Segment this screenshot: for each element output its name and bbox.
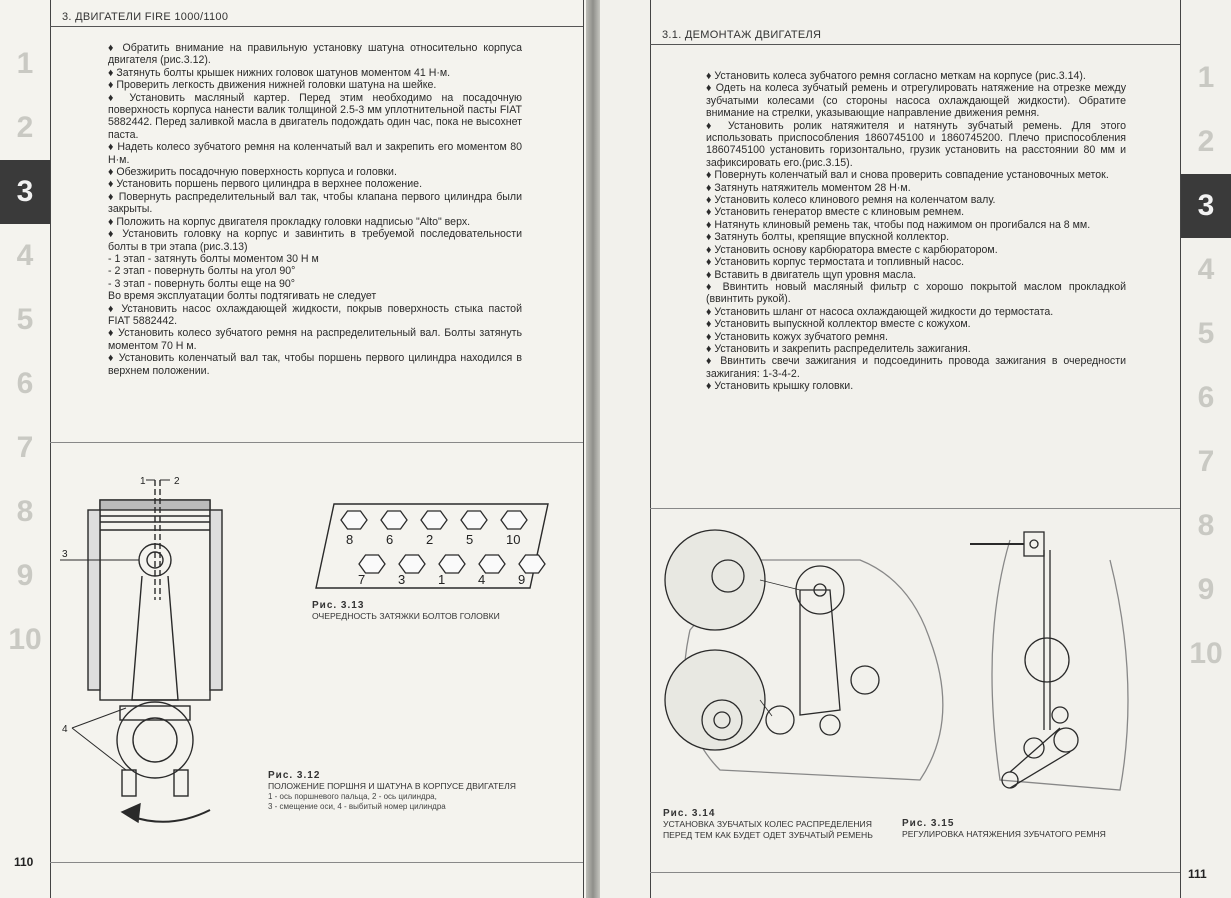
paragraph: Во время эксплуатации болты подтягивать не следует	[108, 290, 377, 303]
paragraph: ♦ Проверить легкость движения нижней головки шатуна на шейке.	[108, 79, 437, 92]
bolt-order-label: 5	[466, 532, 474, 547]
left-body-text	[108, 42, 522, 377]
chapter-tab-2: 2	[16, 111, 34, 144]
paragraph: ♦ Одеть на колеса зубчатый ремень и отрегулировать натяжение на отрезке между зубчатыми колесами (со стороны насоса охлаждающей жидкости). Обратите внимание на стрелки, указывающие направление движения ремня.	[706, 82, 1126, 120]
bolt-head-icon	[341, 511, 367, 529]
piston-rod-illustration	[60, 470, 290, 830]
bolt-order-label: 4	[478, 572, 486, 587]
figure-3-15-number: Рис. 3.15	[902, 818, 955, 829]
paragraph: ♦ Установить крышку головки.	[706, 380, 854, 393]
chapter-tab-3-active: 3	[1181, 174, 1231, 238]
paragraph: ♦ Установить основу карбюратора вместе с карбюратором.	[706, 243, 998, 256]
bolt-order-label: 2	[426, 532, 434, 547]
figure-3-14-title: УСТАНОВКА ЗУБЧАТЫХ КОЛЕС РАСПРЕДЕЛЕНИЯ ПЕРЕД ТЕМ КАК БУДЕТ ОДЕТ ЗУБЧАТЫЙ РЕМЕНЬ	[663, 819, 873, 840]
paragraph: ♦ Затянуть болты крышек нижних головок шатунов моментом 41 Н·м.	[108, 66, 451, 79]
chapter-tab-3-active: 3	[0, 160, 50, 224]
paragraph: ♦ Ввинтить новый масляный фильтр с хорошо покрытой маслом прокладкой (ввинтить рукой).	[706, 280, 1126, 306]
paragraph: ♦ Установить корпус термостата и топливный насос.	[706, 256, 965, 269]
right-running-head: 3.1. ДЕМОНТАЖ ДВИГАТЕЛЯ	[662, 29, 822, 41]
paragraph: ♦ Установить масляный картер. Перед этим необходимо на посадочную поверхность корпуса нанести валик толщиной 2.5-3 мм уплотнительной пасты FIAT 5882442. Перед заливкой масла в двигатель подождать один час, пока не высохнет паста.	[108, 91, 523, 141]
right-header-rule	[650, 44, 1180, 45]
chapter-tab-7: 7	[1197, 445, 1215, 478]
right-figure-divider	[650, 508, 1180, 509]
chapter-tab-6: 6	[16, 367, 34, 400]
left-page-number: 110	[14, 855, 34, 869]
right-page-number: 111	[1188, 867, 1207, 881]
chapter-tab-10: 10	[1189, 637, 1223, 670]
paragraph: ♦ Установить ролик натяжителя и натянуть зубчатый ремень. Для этого использовать приспособления 1860745100 и 1860745200. Плечо приспособления 1860745100 установить горизонтально, грузик установить на расстоянии 80 мм и зафиксировать его.(рис.3.15).	[706, 119, 1126, 169]
paragraph: - 2 этап - повернуть болты на угол 90°	[108, 265, 296, 278]
bolt-head-icon	[421, 511, 447, 529]
right-inner-rule	[650, 0, 651, 898]
paragraph: - 1 этап - затянуть болты моментом 30 Н м	[108, 252, 319, 265]
right-chapter-tabs	[1181, 46, 1231, 686]
chapter-tab-10: 10	[8, 623, 42, 656]
paragraph: ♦ Повернуть распределительный вал так, чтобы клапана первого цилиндра были закрыты.	[108, 190, 522, 216]
left-running-head: 3. ДВИГАТЕЛИ FIRE 1000/1100	[62, 11, 229, 23]
bolt-order-label: 9	[518, 572, 526, 587]
belt-tension-tool-illustration	[970, 520, 1150, 820]
paragraph: ♦ Обезжирить посадочную поверхность корпуса и головки.	[108, 166, 397, 179]
paragraph: ♦ Затянуть натяжитель моментом 28 Н·м.	[706, 181, 911, 194]
chapter-tab-1: 1	[16, 47, 34, 80]
book-gutter	[586, 0, 600, 898]
paragraph: ♦ Установить шланг от насоса охлаждающей жидкости до термостата.	[706, 305, 1054, 318]
bolt-head-icon	[501, 511, 527, 529]
figure-3-12-title: ПОЛОЖЕНИЕ ПОРШНЯ И ШАТУНА В КОРПУСЕ ДВИГАТЕЛЯ	[268, 781, 516, 791]
chapter-tab-8: 8	[16, 495, 34, 528]
bolt-order-label: 8	[346, 532, 354, 547]
left-outer-rule	[583, 0, 584, 898]
figure-3-12-caption	[268, 770, 568, 812]
bolt-head-icon	[359, 555, 385, 573]
paragraph: ♦ Установить колесо клинового ремня на коленчатом валу.	[706, 194, 996, 207]
paragraph: ♦ Установить выпускной коллектор вместе с кожухом.	[706, 318, 971, 331]
bolt-order-label: 6	[386, 532, 394, 547]
chapter-tab-1: 1	[1197, 61, 1215, 94]
callout-2: 2	[174, 476, 180, 487]
chapter-tab-7: 7	[16, 431, 34, 464]
callout-4: 4	[62, 724, 68, 735]
paragraph: ♦ Установить коленчатый вал так, чтобы поршень первого цилиндра находился в верхнем положении.	[108, 352, 522, 377]
right-footer-rule	[650, 872, 1180, 873]
paragraph: ♦ Положить на корпус двигателя прокладку головки надписью "Alto" верх.	[108, 215, 471, 228]
paragraph: ♦ Установить колесо зубчатого ремня на распределительный вал. Болты затянуть моментом 70 Н м.	[108, 327, 522, 352]
bolt-head-icon	[519, 555, 545, 573]
bolt-head-icon	[479, 555, 505, 573]
paragraph: ♦ Ввинтить свечи зажигания и подсоединить провода зажигания в очередности зажигания: 1-3-4-2.	[706, 355, 1126, 380]
figure-3-15-title: РЕГУЛИРОВКА НАТЯЖЕНИЯ ЗУБЧАТОГО РЕМНЯ	[902, 829, 1106, 839]
paragraph: ♦ Затянуть болты, крепящие впускной коллектор.	[706, 231, 950, 244]
bolt-order-label: 7	[358, 572, 366, 587]
figure-3-12-legend-1: 1 - ось поршневого пальца, 2 - ось цилиндра,	[268, 792, 437, 801]
paragraph: ♦ Установить поршень первого цилиндра в верхнее положение.	[108, 178, 423, 191]
chapter-tab-9: 9	[1197, 573, 1215, 606]
paragraph: ♦ Натянуть клиновый ремень так, чтобы под нажимом он прогибался на 8 мм.	[706, 218, 1091, 231]
chapter-tab-8: 8	[1197, 509, 1215, 542]
left-page	[0, 0, 586, 898]
bolt-order-label: 1	[438, 572, 446, 587]
left-margin-rule	[50, 0, 51, 898]
bolt-head-icon	[461, 511, 487, 529]
right-body-text	[706, 70, 1126, 393]
timing-gears-illustration	[660, 520, 960, 805]
figure-3-14-caption	[663, 808, 878, 841]
bolt-sequence-diagram	[312, 500, 552, 592]
bolt-head-icon	[439, 555, 465, 573]
left-header-rule	[50, 26, 583, 27]
paragraph: ♦ Установить насос охлаждающей жидкости, покрыв поверхность стыка пастой FIAT 5882442.	[108, 302, 522, 327]
chapter-tab-4: 4	[16, 239, 34, 272]
callout-3: 3	[62, 549, 68, 560]
right-page	[600, 0, 1231, 898]
chapter-tab-9: 9	[16, 559, 34, 592]
chapter-tab-4: 4	[1197, 253, 1215, 286]
figure-3-12-legend-2: 3 - смещение оси, 4 - выбитый номер цилиндра	[268, 802, 446, 811]
paragraph: ♦ Обратить внимание на правильную установку шатуна относительно корпуса двигателя (рис.3.12).	[108, 42, 522, 67]
left-figure-divider	[50, 442, 583, 443]
bolt-head-icon	[381, 511, 407, 529]
bolt-head-icon	[399, 555, 425, 573]
left-chapter-tabs	[0, 32, 50, 672]
paragraph: ♦ Установить головку на корпус и завинтить в требуемой последовательности болты в три этапа (рис.3.13)	[108, 228, 522, 253]
paragraph: ♦ Установить генератор вместе с клиновым ремнем.	[706, 206, 965, 219]
paragraph: ♦ Надеть колесо зубчатого ремня на коленчатый вал и закрепить его моментом 80 Н·м.	[108, 141, 522, 166]
paragraph: ♦ Вставить в двигатель щуп уровня масла.	[706, 268, 917, 281]
figure-3-12-number: Рис. 3.12	[268, 770, 321, 781]
figure-3-13-title: ОЧЕРЕДНОСТЬ ЗАТЯЖКИ БОЛТОВ ГОЛОВКИ	[312, 611, 500, 621]
figure-3-13-number: Рис. 3.13	[312, 600, 365, 611]
paragraph: - 3 этап - повернуть болты еще на 90°	[108, 277, 295, 290]
figure-3-14-number: Рис. 3.14	[663, 808, 716, 819]
bolt-order-label: 10	[506, 532, 521, 547]
chapter-tab-5: 5	[1197, 317, 1215, 350]
paragraph: ♦ Установить колеса зубчатого ремня согласно меткам на корпусе (рис.3.14).	[706, 70, 1086, 82]
bolt-order-label: 3	[398, 572, 406, 587]
figure-3-15-caption	[902, 818, 1162, 840]
paragraph: ♦ Повернуть коленчатый вал и снова проверить совпадение установочных меток.	[706, 169, 1109, 182]
paragraph: ♦ Установить кожух зубчатого ремня.	[706, 330, 888, 343]
callout-1: 1	[140, 476, 146, 487]
chapter-tab-5: 5	[16, 303, 34, 336]
chapter-tab-6: 6	[1197, 381, 1215, 414]
left-footer-rule	[50, 862, 583, 863]
figure-3-13-caption	[312, 600, 572, 622]
chapter-tab-2: 2	[1197, 125, 1215, 158]
paragraph: ♦ Установить и закрепить распределитель зажигания.	[706, 342, 971, 355]
